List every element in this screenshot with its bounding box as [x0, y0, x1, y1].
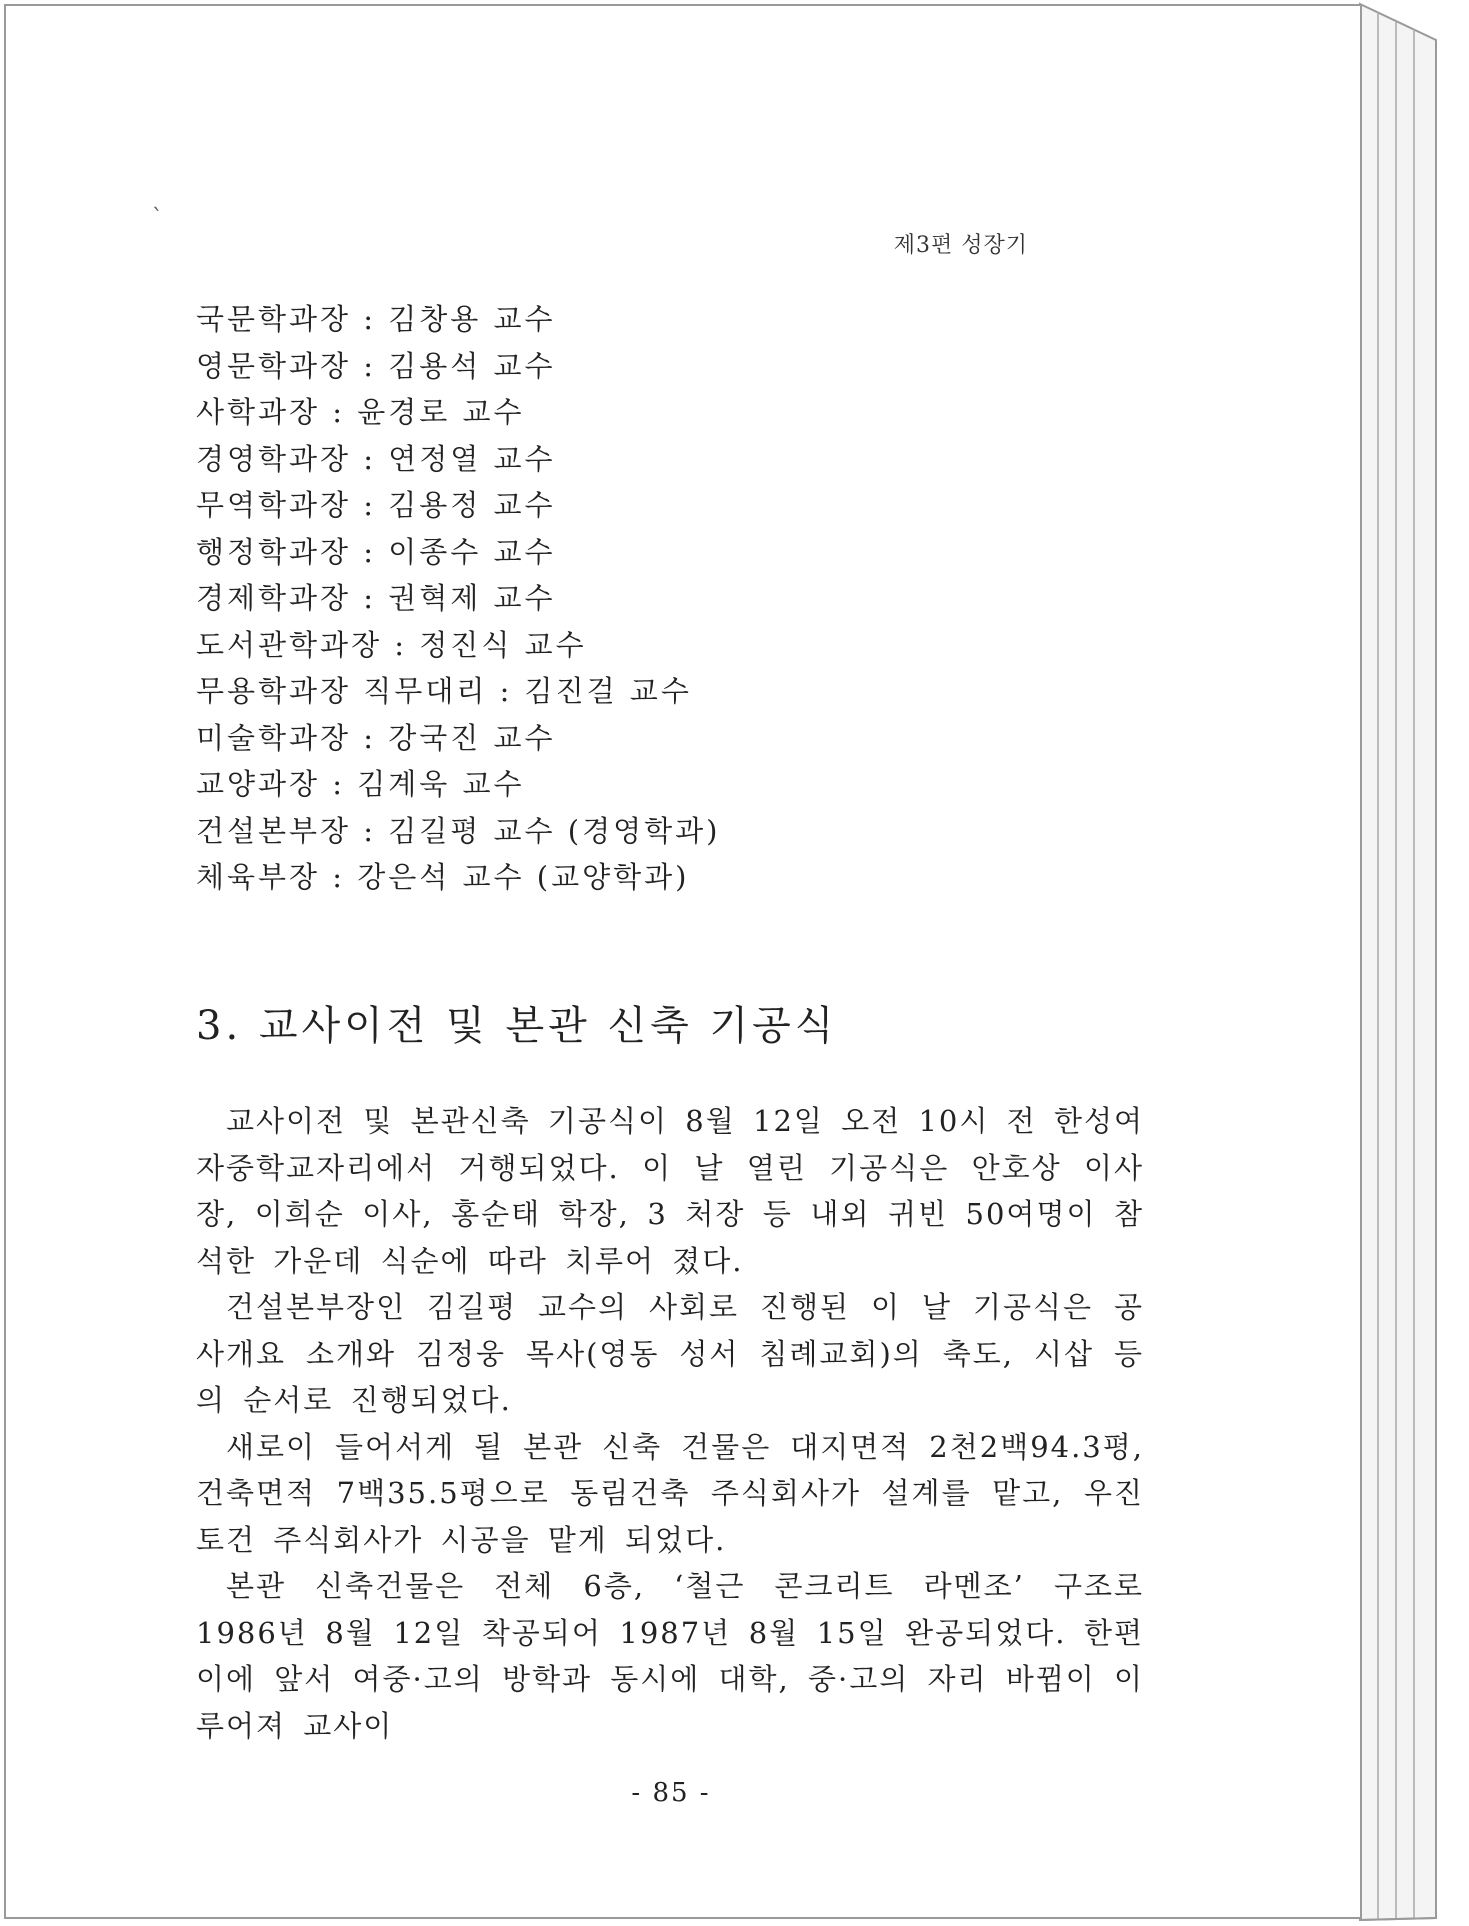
paragraph: 건설본부장인 김길평 교수의 사회로 진행된 이 날 기공식은 공사개요 소개와 김정웅 목사(영동 성서 침례교회)의 축도, 시삽 등의 순서로 진행되었다. [196, 1290, 1144, 1417]
list-item: 무용학과장 직무대리 : 김진걸 교수 [196, 674, 692, 708]
list-item: 교양과장 : 김계욱 교수 [196, 767, 525, 801]
paragraph: 새로이 들어서게 될 본관 신축 건물은 대지면적 2천2백94.3평, 건축면적 7백35.5평으로 동림건축 주식회사가 설계를 맡고, 우진토건 주식회사가 시공을 맡게 되었다. [196, 1429, 1144, 1557]
paragraph: 본관 신축건물은 전체 6층, ‘철근 콘크리트 라멘조’ 구조로 1986년 8월 12일 착공되어 1987년 8월 15일 완공되었다. 한편 이에 앞서 여중·고의 방학과 동시에 대학, 중·고의 자리 바뀜이 이루어져 교사이 [196, 1569, 1144, 1743]
department-chair-list [196, 296, 720, 901]
section-heading: 3. 교사이전 및 본관 신축 기공식 [196, 1003, 838, 1049]
list-item: 영문학과장 : 김용석 교수 [196, 348, 556, 383]
list-item: 사학과장 : 윤경로 교수 [196, 395, 525, 429]
list-item: 미술학과장 : 강국진 교수 [196, 720, 556, 755]
page-number: - 85 - [631, 1778, 711, 1808]
list-item: 도서관학과장 : 정진식 교수 [196, 627, 587, 662]
body-text [196, 1098, 1144, 1749]
list-item: 무역학과장 : 김용정 교수 [196, 488, 556, 522]
stray-mark: ` [152, 206, 163, 231]
list-item: 체육부장 : 강은석 교수 (교양학과) [196, 860, 690, 894]
list-item: 국문학과장 : 김창용 교수 [196, 302, 556, 336]
list-item: 건설본부장 : 김길평 교수 (경영학과) [196, 813, 721, 848]
running-head: 제3편 성장기 [893, 233, 1028, 258]
paragraph: 교사이전 및 본관신축 기공식이 8월 12일 오전 10시 전 한성여자중학교자리에서 거행되었다. 이 날 열린 기공식은 안호상 이사장, 이희순 이사, 홍순태 학장, 3 처장 등 내외 귀빈 50여명이 참석한 가운데 식순에 따라 치루어 졌다. [196, 1104, 1144, 1278]
book-page [4, 4, 1362, 1919]
list-item: 경영학과장 : 연정열 교수 [196, 441, 556, 476]
list-item: 경제학과장 : 권혁제 교수 [196, 581, 556, 615]
list-item: 행정학과장 : 이종수 교수 [196, 534, 556, 569]
